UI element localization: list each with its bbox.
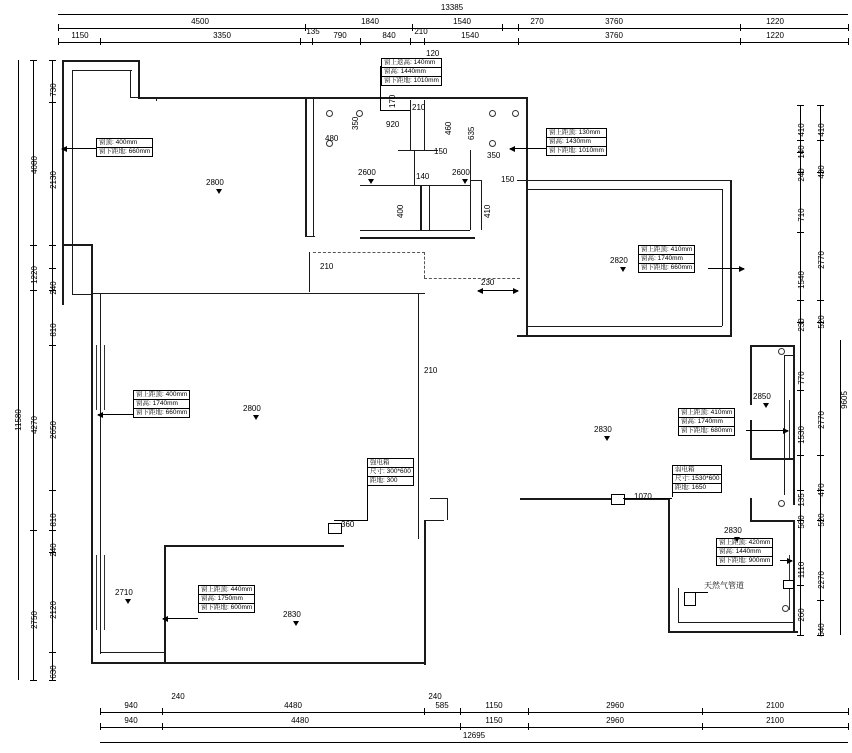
dim-right-b-2: 2770 bbox=[817, 251, 826, 269]
level-marker-icon bbox=[253, 415, 259, 420]
fixture-icon bbox=[489, 110, 496, 117]
wall-inner bbox=[72, 70, 132, 71]
dim-inline-140: 140 bbox=[416, 172, 430, 181]
level-marker-icon bbox=[293, 621, 299, 626]
dim-right-b-0: 410 bbox=[817, 123, 826, 137]
dim-right-a-5: 230 bbox=[797, 318, 806, 332]
wall-right-upper bbox=[526, 97, 528, 337]
dim-right-b-3: 520 bbox=[817, 315, 826, 329]
dim-line-top-row1 bbox=[58, 28, 848, 29]
wall-inner bbox=[722, 189, 723, 326]
dim-right-b-7: 2270 bbox=[817, 571, 826, 589]
room-code: 2710 bbox=[115, 588, 133, 597]
wall bbox=[360, 185, 470, 186]
wall bbox=[447, 498, 448, 520]
wall bbox=[420, 185, 422, 230]
dim-inline-480: 480 bbox=[325, 134, 339, 143]
electric-box-symbol bbox=[328, 523, 342, 534]
wall bbox=[750, 420, 752, 460]
fixture-icon bbox=[778, 348, 785, 355]
leader-line bbox=[98, 414, 133, 415]
callout-win-right-lower: 窗上距顶: 410mm 窗高: 1740mm 窗下距地: 680mm bbox=[678, 408, 735, 436]
room-code: 2850 bbox=[753, 392, 771, 401]
fixture-icon bbox=[512, 110, 519, 117]
callout-elec-box-2: 弱电箱 尺寸: 1530*600 距地: 1650 bbox=[672, 465, 722, 493]
dim-bot-inner-0: 240 bbox=[171, 692, 185, 701]
wall bbox=[360, 230, 470, 231]
dim-right-a-2: 240 bbox=[797, 168, 806, 182]
dim-bot-r1-1: 4480 bbox=[284, 701, 302, 710]
callout-win-left-bottom: 窗上距顶: 440mm 窗高: 1750mm 窗下距地: 600mm bbox=[198, 585, 255, 613]
dim-top-r1-2: 1540 bbox=[453, 17, 471, 26]
level-marker-icon bbox=[368, 179, 374, 184]
wall bbox=[360, 237, 475, 239]
dim-top-r2-5: 210 bbox=[414, 27, 428, 36]
fixture-icon bbox=[489, 140, 496, 147]
dim-bot-r1-0: 940 bbox=[124, 701, 138, 710]
level-marker-icon bbox=[604, 436, 610, 441]
dim-inline-150b: 150 bbox=[501, 175, 515, 184]
dim-top-r2-3: 790 bbox=[333, 31, 347, 40]
dim-right-a-6: 770 bbox=[797, 371, 806, 385]
wall bbox=[793, 520, 795, 633]
wall bbox=[470, 150, 471, 230]
dim-right-b-6: 520 bbox=[817, 513, 826, 527]
dim-bot-inner-1: 240 bbox=[428, 692, 442, 701]
level-marker-icon bbox=[125, 599, 131, 604]
dim-left-a-2: 4270 bbox=[30, 416, 39, 434]
wall bbox=[414, 150, 415, 185]
window-left-bottom-2 bbox=[104, 555, 105, 630]
wall-right-main bbox=[793, 345, 795, 505]
wall bbox=[164, 545, 166, 663]
dim-right-a-7: 1530 bbox=[797, 426, 806, 444]
wall bbox=[517, 335, 732, 337]
wall bbox=[750, 498, 752, 522]
room-code: 2830 bbox=[283, 610, 301, 619]
dim-top-r2-1: 3350 bbox=[213, 31, 231, 40]
dim-top-r2-6: 1540 bbox=[461, 31, 479, 40]
window-left-bottom bbox=[96, 555, 97, 630]
callout-win-left-mid: 窗上距顶: 400mm 窗高: 1740mm 窗下距地: 660mm bbox=[133, 390, 190, 418]
dim-inline-210a: 210 bbox=[412, 103, 426, 112]
dim-inline-350a: 350 bbox=[351, 116, 360, 130]
wall-inner bbox=[72, 70, 73, 295]
dim-left-a-0: 4080 bbox=[30, 156, 39, 174]
dim-inline-170: 170 bbox=[388, 94, 397, 108]
wall-inner bbox=[678, 622, 793, 623]
dim-inline-150: 150 bbox=[434, 147, 448, 156]
dim-line-bottom-row2 bbox=[100, 727, 848, 728]
dim-left-b-4: 2650 bbox=[49, 421, 58, 439]
leader-line bbox=[708, 268, 744, 269]
wall bbox=[138, 60, 140, 98]
wall bbox=[668, 498, 670, 633]
window-right-mid bbox=[789, 400, 790, 460]
wall-inner bbox=[526, 326, 722, 327]
wall bbox=[730, 180, 732, 335]
wall-left-inner bbox=[100, 294, 101, 654]
wall-partition-center bbox=[418, 294, 419, 539]
leader-line bbox=[163, 618, 198, 619]
room-code: 2600 bbox=[358, 168, 376, 177]
wall bbox=[750, 458, 795, 460]
wall-inner bbox=[72, 294, 92, 295]
dim-right-b-4: 2770 bbox=[817, 411, 826, 429]
dim-line-left-total bbox=[18, 60, 19, 680]
room-code: 2800 bbox=[206, 178, 224, 187]
dim-top-r1-1: 1840 bbox=[361, 17, 379, 26]
marker-box bbox=[783, 580, 794, 589]
wall bbox=[750, 520, 795, 522]
dim-left-a-3: 2750 bbox=[30, 611, 39, 629]
guide-dashed bbox=[424, 278, 520, 279]
level-marker-icon bbox=[763, 403, 769, 408]
dim-inline-210b: 210 bbox=[320, 262, 334, 271]
callout-win-right-mid: 窗上距顶: 410mm 窗高: 1740mm 窗下距地: 660mm bbox=[638, 245, 695, 273]
wall-inner bbox=[678, 588, 679, 622]
dim-left-b-8: 630 bbox=[49, 665, 58, 679]
dim-line-top-total bbox=[58, 14, 848, 15]
dim-line-left-b bbox=[52, 60, 53, 680]
dim-inline-230a: 230 bbox=[481, 278, 495, 287]
dim-left-total: 11580 bbox=[14, 409, 23, 431]
dim-top-r2-7: 3760 bbox=[605, 31, 623, 40]
dim-line-right-a bbox=[800, 105, 801, 635]
fixture-icon bbox=[782, 605, 789, 612]
room-code: 2600 bbox=[452, 168, 470, 177]
dim-bot-r2-0: 940 bbox=[124, 716, 138, 725]
dim-right-total: 9605 bbox=[840, 391, 849, 409]
callout-elec-box-1: 强电箱 尺寸: 300*600 距地: 300 bbox=[367, 458, 414, 486]
dim-right-a-1: 140 bbox=[797, 145, 806, 159]
gas-pipe-label: 天然气管道 bbox=[704, 581, 744, 590]
wall-partition bbox=[305, 97, 307, 237]
wall bbox=[750, 345, 795, 347]
dim-line-top-row2 bbox=[58, 42, 848, 43]
dim-left-a-1: 1220 bbox=[30, 266, 39, 284]
callout-win-left-top: 窗顶: 400mm 窗下距地: 660mm bbox=[96, 138, 153, 157]
wall bbox=[481, 180, 482, 230]
dim-right-b-8: 640 bbox=[817, 623, 826, 637]
dim-top-r1-0: 4500 bbox=[191, 17, 209, 26]
dim-line-left-a bbox=[33, 60, 34, 680]
wall bbox=[517, 180, 732, 181]
dim-line-right-b bbox=[820, 105, 821, 635]
dim-bot-r1-3: 1150 bbox=[485, 701, 503, 710]
dim-bot-r2-2: 1150 bbox=[485, 716, 503, 725]
dim-inline-210c: 210 bbox=[424, 366, 438, 375]
dim-bottom-total: 12695 bbox=[462, 731, 486, 740]
dim-inline-120: 120 bbox=[426, 49, 440, 58]
dim-right-a-8: 135 bbox=[797, 493, 806, 507]
dim-bot-r1-5: 2100 bbox=[766, 701, 784, 710]
wall bbox=[62, 244, 92, 246]
wall-partition-3 bbox=[309, 252, 310, 292]
dim-inline-360: 360 bbox=[341, 520, 355, 529]
dim-right-b-1: 430 bbox=[817, 165, 826, 179]
dim-left-b-1: 2130 bbox=[49, 171, 58, 189]
level-marker-icon bbox=[216, 189, 222, 194]
wall-top-main bbox=[138, 97, 528, 99]
window-left-mid bbox=[96, 345, 97, 410]
wall bbox=[62, 60, 64, 305]
leader-line bbox=[746, 430, 788, 431]
wall bbox=[470, 180, 482, 181]
window-left-mid-2 bbox=[104, 345, 105, 410]
wall bbox=[784, 355, 794, 356]
leader-line bbox=[510, 148, 546, 149]
wall-inner bbox=[784, 355, 785, 495]
wall bbox=[750, 345, 752, 405]
level-marker-icon bbox=[462, 179, 468, 184]
room-code: 2830 bbox=[594, 425, 612, 434]
dim-inline-460: 460 bbox=[444, 121, 453, 135]
wall-mid-horizontal bbox=[100, 293, 425, 294]
dim-bot-r2-4: 2100 bbox=[766, 716, 784, 725]
fixture-icon bbox=[326, 110, 333, 117]
dim-inline-410: 410 bbox=[483, 204, 492, 218]
dim-bot-r2-3: 2960 bbox=[606, 716, 624, 725]
wall bbox=[62, 60, 140, 62]
dim-left-b-2: 240 bbox=[49, 281, 58, 295]
dim-top-r1-5: 1220 bbox=[766, 17, 784, 26]
callout-win-right-bottom: 窗上距顶: 420mm 窗高: 1440mm 窗下距地: 900mm bbox=[716, 538, 773, 566]
dim-top-r1-4: 3760 bbox=[605, 17, 623, 26]
wall bbox=[164, 545, 344, 547]
dim-bot-r2-1: 4480 bbox=[291, 716, 309, 725]
wall-inner bbox=[100, 652, 164, 653]
fixture-icon bbox=[778, 500, 785, 507]
level-marker-icon bbox=[620, 267, 626, 272]
leader-line bbox=[62, 148, 96, 149]
dim-inline-400: 400 bbox=[396, 204, 405, 218]
wall-bottom-main bbox=[166, 662, 424, 664]
callout-win-top-center: 窗上返高: 140mm 窗高: 1440mm 窗下距地: 1010mm bbox=[381, 58, 442, 86]
wall bbox=[410, 100, 411, 150]
dim-inline-920: 920 bbox=[386, 120, 400, 129]
dim-line-bottom-total bbox=[100, 742, 848, 743]
dim-right-a-4: 1540 bbox=[797, 271, 806, 289]
dim-top-r1-3: 270 bbox=[530, 17, 544, 26]
guide-dashed bbox=[313, 252, 425, 253]
wall bbox=[430, 498, 448, 499]
wall-left-main bbox=[91, 244, 93, 664]
dim-top-r2-4: 840 bbox=[382, 31, 396, 40]
dim-right-a-3: 710 bbox=[797, 208, 806, 222]
wall-inner bbox=[130, 70, 131, 98]
dim-line-right-total bbox=[840, 340, 841, 635]
dim-left-b-3: 810 bbox=[49, 323, 58, 337]
guide-dashed bbox=[424, 252, 425, 278]
weak-electric-box-symbol bbox=[611, 494, 625, 505]
dim-right-a-10: 1110 bbox=[797, 561, 806, 579]
wall bbox=[398, 150, 438, 151]
dim-arrow bbox=[478, 290, 518, 291]
dim-inline-350b: 350 bbox=[487, 151, 501, 160]
dim-line-bottom-row1 bbox=[100, 712, 848, 713]
gas-pipe-symbol bbox=[684, 592, 696, 606]
dim-top-r2-8: 1220 bbox=[766, 31, 784, 40]
wall bbox=[424, 520, 426, 665]
dim-inline-635: 635 bbox=[467, 126, 476, 140]
dim-right-a-9: 500 bbox=[797, 515, 806, 529]
callout-win-right-top: 窗上距顶: 130mm 窗高: 1430mm 窗下距地: 1010mm bbox=[546, 128, 607, 156]
dim-top-total: 13385 bbox=[440, 3, 464, 12]
dim-right-a-0: 410 bbox=[797, 123, 806, 137]
wall-inner bbox=[526, 189, 722, 190]
wall-inner bbox=[156, 97, 157, 101]
dim-bot-r1-4: 2960 bbox=[606, 701, 624, 710]
dim-top-r2-2: 135 bbox=[306, 27, 320, 36]
room-code: 2800 bbox=[243, 404, 261, 413]
wall bbox=[424, 520, 444, 521]
dim-right-a-11: 260 bbox=[797, 608, 806, 622]
dim-top-r2-0: 1150 bbox=[71, 31, 89, 40]
dim-left-b-0: 730 bbox=[49, 83, 58, 97]
room-code: 2820 bbox=[610, 256, 628, 265]
dim-right-b-5: 470 bbox=[817, 483, 826, 497]
wall bbox=[429, 185, 430, 230]
level-marker-icon bbox=[734, 537, 740, 542]
room-code: 2830 bbox=[724, 526, 742, 535]
wall bbox=[91, 662, 166, 664]
dim-left-b-7: 2120 bbox=[49, 601, 58, 619]
wall-bottom-right bbox=[668, 631, 798, 633]
dim-bot-r1-2: 585 bbox=[435, 701, 449, 710]
dim-left-b-6: 240 bbox=[49, 543, 58, 557]
wall bbox=[305, 236, 315, 237]
wall-partition-2 bbox=[313, 97, 314, 237]
dim-inline-1070: 1070 bbox=[634, 492, 652, 501]
dim-left-b-5: 810 bbox=[49, 513, 58, 527]
leader-line bbox=[780, 560, 792, 561]
